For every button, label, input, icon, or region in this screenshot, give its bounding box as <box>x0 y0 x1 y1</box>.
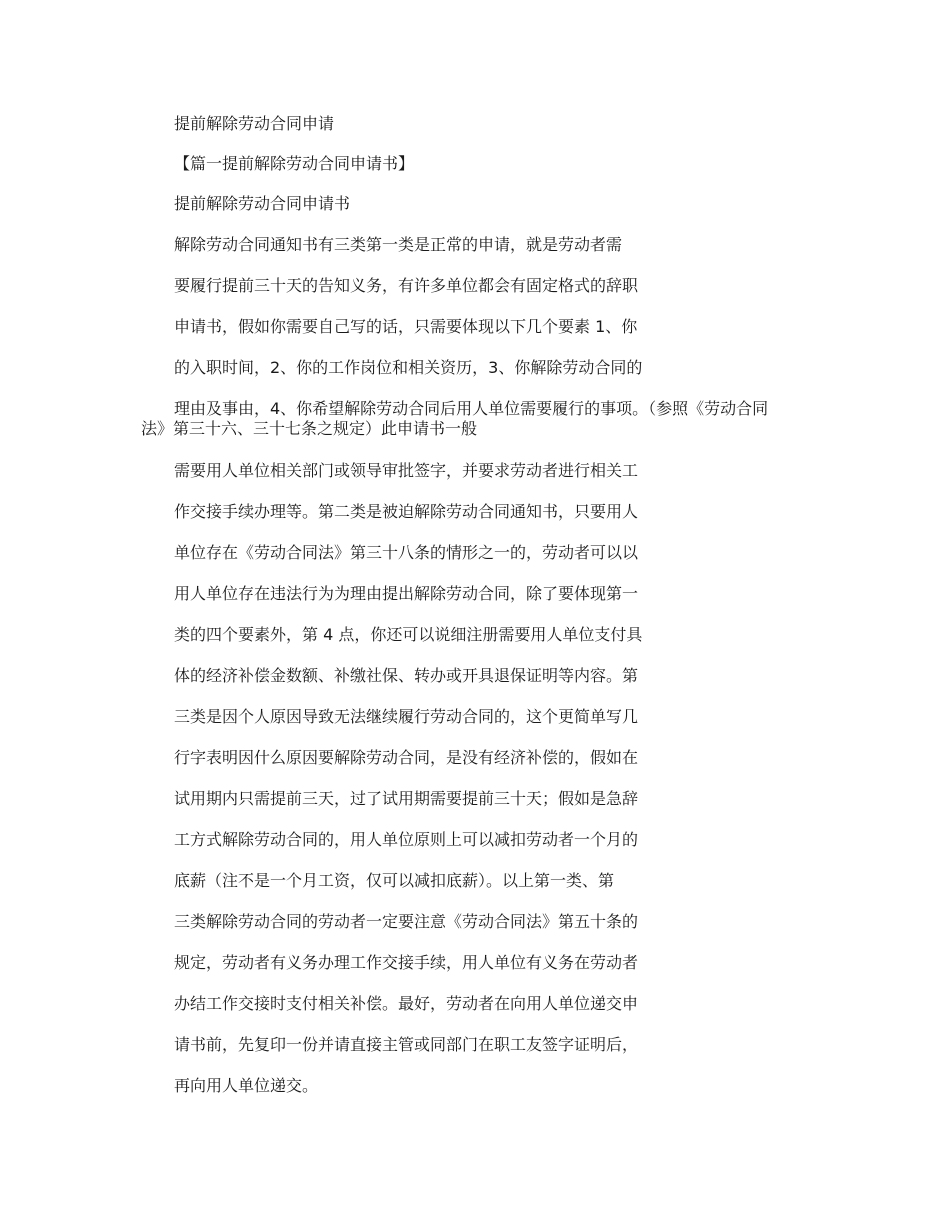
body-line: 底薪（注不是一个月工资，仅可以减扣底薪）。以上第一类、第 <box>174 871 615 890</box>
body-line: 行字表明因什么原因要解除劳动合同，是没有经济补偿的，假如在 <box>174 748 639 767</box>
body-line: 再向用人单位递交。 <box>174 1076 319 1095</box>
body-line: 工方式解除劳动合同的，用人单位原则上可以减扣劳动者一个月的 <box>174 830 639 849</box>
body-line: 需要用人单位相关部门或领导审批签字，并要求劳动者进行相关工 <box>174 461 639 480</box>
body-line: 作交接手续办理等。第二类是被迫解除劳动合同通知书，只要用人 <box>174 502 639 521</box>
body-line: 三类解除劳动合同的劳动者一定要注意《劳动合同法》第五十条的 <box>174 912 639 931</box>
body-line: 办结工作交接时支付相关补偿。最好，劳动者在向用人单位递交申 <box>174 994 639 1013</box>
document-title: 提前解除劳动合同申请 <box>174 114 335 133</box>
body-line: 请书前，先复印一份并请直接主管或同部门在职工友签字证明后， <box>174 1035 639 1054</box>
document-subtitle: 提前解除劳动合同申请书 <box>174 194 351 213</box>
body-line: 体的经济补偿金数额、补缴社保、转办或开具退保证明等内容。第 <box>174 666 639 685</box>
body-wrapped-line <box>141 399 769 439</box>
body-line: 的入职时间，2、你的工作岗位和相关资历，3、你解除劳动合同的 <box>174 358 643 377</box>
body-line: 规定，劳动者有义务办理工作交接手续，用人单位有义务在劳动者 <box>174 953 639 972</box>
body-line: 要履行提前三十天的告知义务，有许多单位都会有固定格式的辞职 <box>174 276 639 295</box>
body-line: 申请书，假如你需要自己写的话，只需要体现以下几个要素 1、你 <box>174 317 638 336</box>
body-line: 用人单位存在违法行为为理由提出解除劳动合同，除了要体现第一 <box>174 584 639 603</box>
body-line: 三类是因个人原因导致无法继续履行劳动合同的，这个更简单写几 <box>174 707 639 726</box>
body-line: 解除劳动合同通知书有三类第一类是正常的申请，就是劳动者需 <box>174 235 623 254</box>
body-line: 类的四个要素外，第 4 点，你还可以说细注册需要用人单位支付具 <box>174 625 643 644</box>
body-line-first: 理由及事由，4、你希望解除劳动合同后用人单位需要履行的事项。（参照《劳动合同 <box>174 399 769 418</box>
section-heading: 【篇一提前解除劳动合同申请书】 <box>174 154 415 173</box>
body-line-continuation: 法》第三十六、三十七条之规定）此申请书一般 <box>141 419 478 438</box>
body-line: 试用期内只需提前三天，过了试用期需要提前三十天；假如是急辞 <box>174 789 639 808</box>
body-line: 单位存在《劳动合同法》第三十八条的情形之一的，劳动者可以以 <box>174 543 639 562</box>
